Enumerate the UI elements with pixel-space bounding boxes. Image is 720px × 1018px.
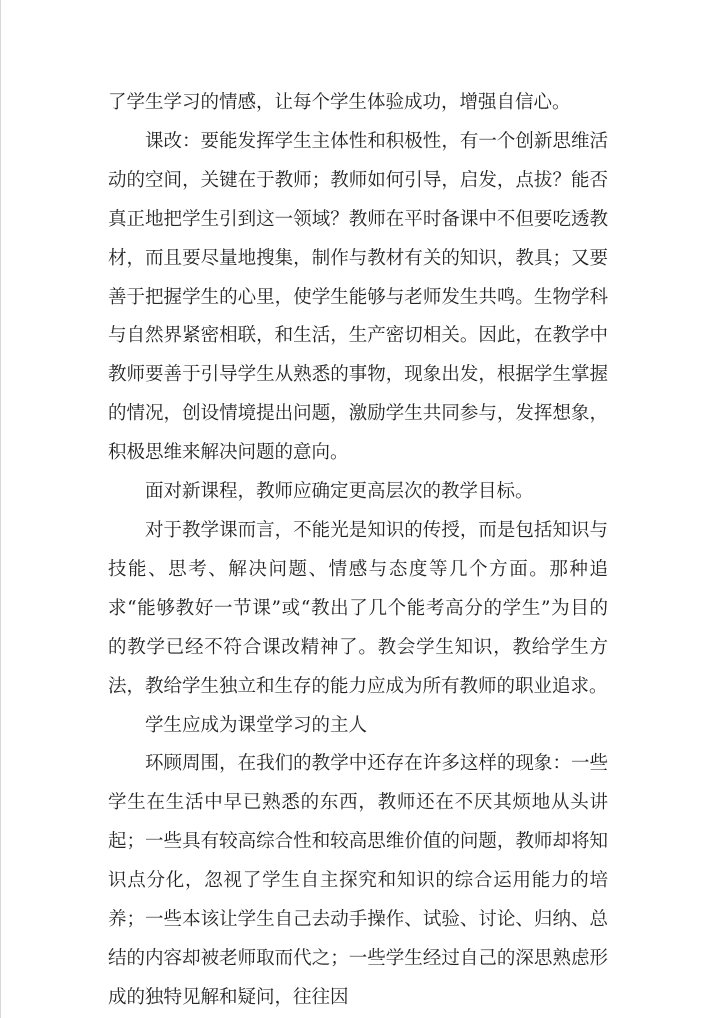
paragraph-continued: 了学生学习的情感，让每个学生体验成功，增强自信心。 bbox=[108, 92, 571, 113]
paragraph-curriculum-reform: 课改：要能发挥学生主体性和积极性，有一个创新思维活动的空间，关键在于教师；教师如何引导，启发，点拔？能否真正地把学生引到这一领域？教师在平时备课中不但要吃透教材，而且要尽量地搜集，制作与教材有关的知识，教具；又要善于把握学生的心里，使学生能够与老师发生共鸣。生物学科与自然界紧密相联，和生活，生产密切相关。因此，在教学中教师要善于引导学生从熟悉的事物，现象出发，根据学生掌握的情况，创设情境提出问题，激励学生共同参与，发挥想象，积极思维来解决问题的意向。 bbox=[108, 130, 608, 464]
paragraph-current-phenomena: 环顾周围，在我们的教学中还存在许多这样的现象：一些学生在生活中早已熟悉的东西，教师还在不厌其烦地从头讲起；一些具有较高综合性和较高思维价值的问题，教师却将知识点分化，忽视了学生自主探究和知识的综合运用能力的培养；一些本该让学生自己去动手操作、试验、讨论、归纳、总结的内容却被老师取而代之；一些学生经过自己的深思熟虑形成的独特见解和疑问，往往因 bbox=[108, 753, 608, 1008]
paragraph-teaching-goals: 面对新课程，教师应确定更高层次的教学目标。 bbox=[145, 481, 534, 503]
paragraph-teaching-class: 对于教学课而言，不能光是知识的传授，而是包括知识与技能、思考、解决问题、情感与态度等几个方面。那种追求“能够教好一节课”或“教出了几个能考高分的学生”为目的的教学已经不符合课改精神了。教会学生知识，教给学生方法，教给学生独立和生存的能力应成为所有教师的职业追求。 bbox=[108, 519, 608, 697]
body-text bbox=[108, 84, 608, 1018]
paragraph-student-master: 学生应成为课堂学习的主人 bbox=[145, 714, 368, 736]
